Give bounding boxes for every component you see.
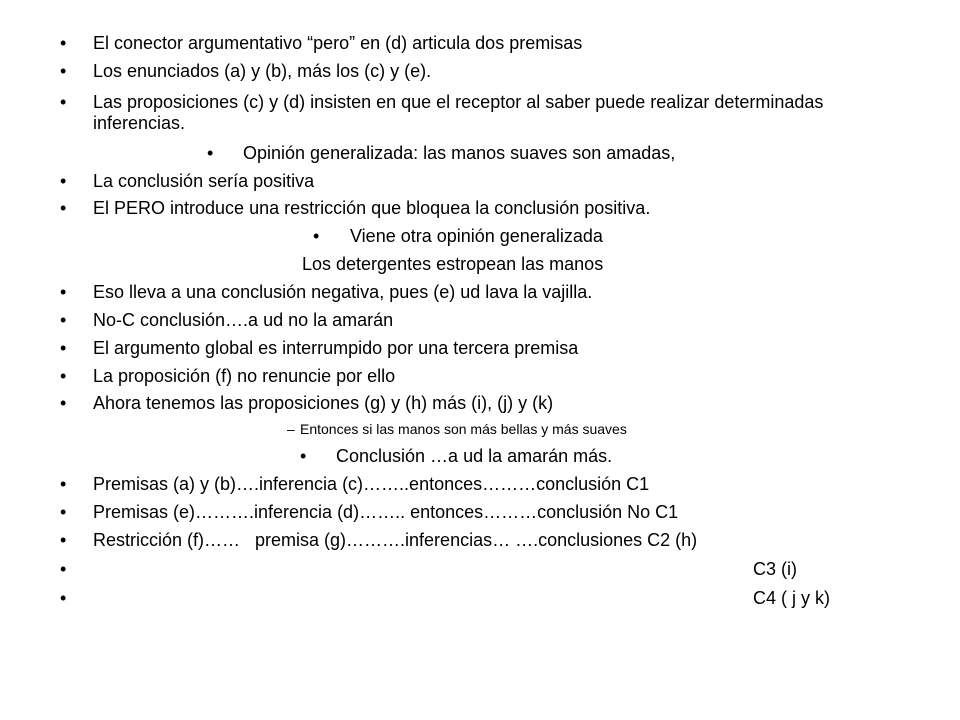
bullet-icon: • [60, 393, 67, 413]
list-item: No-C conclusión….a ud no la amarán [93, 310, 394, 330]
list-item: Entonces si las manos son más bellas y más suaves [300, 421, 627, 437]
bullet-icon: • [60, 282, 67, 302]
bullet-icon: • [60, 61, 67, 81]
list-item: El PERO introduce una restricción que bloquea la conclusión positiva. [93, 198, 651, 218]
list-item: La conclusión sería positiva [93, 171, 315, 191]
bullet-icon: • [60, 338, 67, 358]
list-item: C4 ( j y k) [753, 588, 831, 608]
bullet-icon: • [300, 446, 307, 466]
list-item: Ahora tenemos las proposiciones (g) y (h) más (i), (j) y (k) [93, 393, 554, 413]
list-item: C3 (i) [753, 559, 797, 579]
bullet-icon: • [60, 502, 67, 522]
list-item: La proposición (f) no renuncie por ello [93, 366, 396, 386]
list-item: Conclusión …a ud la amarán más. [336, 446, 613, 466]
list-item: Los enunciados (a) y (b), más los (c) y (e). [93, 61, 432, 81]
list-item: Los detergentes estropean las manos [302, 254, 604, 274]
list-item: Premisas (e)……….inferencia (d)…….. entonces………conclusión No C1 [93, 502, 679, 522]
bullet-icon: • [60, 198, 67, 218]
list-item: El argumento global es interrumpido por una tercera premisa [93, 338, 579, 358]
bullet-icon: • [60, 559, 67, 579]
list-item: El conector argumentativo “pero” en (d) articula dos premisas [93, 33, 583, 53]
list-item: Las proposiciones (c) y (d) insisten en que el receptor al saber puede realizar determinadas inferencias. [93, 92, 824, 133]
bullet-icon: • [60, 171, 67, 191]
dash-icon: – [287, 421, 295, 437]
bullet-icon: • [60, 33, 67, 53]
list-item: Eso lleva a una conclusión negativa, pues (e) ud lava la vajilla. [93, 282, 593, 302]
bullet-icon: • [207, 143, 214, 163]
list-item: Restricción (f)…… premisa (g)……….inferencias… ….conclusiones C2 (h) [93, 530, 698, 550]
bullet-icon: • [60, 530, 67, 550]
list-item: Viene otra opinión generalizada [350, 226, 603, 246]
list-item: Opinión generalizada: las manos suaves son amadas, [243, 143, 676, 163]
bullet-icon: • [60, 366, 67, 386]
bullet-icon: • [60, 474, 67, 494]
list-item: Premisas (a) y (b)….inferencia (c)……..entonces………conclusión C1 [93, 474, 650, 494]
bullet-icon: • [60, 310, 67, 330]
bullet-icon: • [60, 588, 67, 608]
bullet-icon: • [313, 226, 320, 246]
bullet-icon: • [60, 92, 67, 112]
